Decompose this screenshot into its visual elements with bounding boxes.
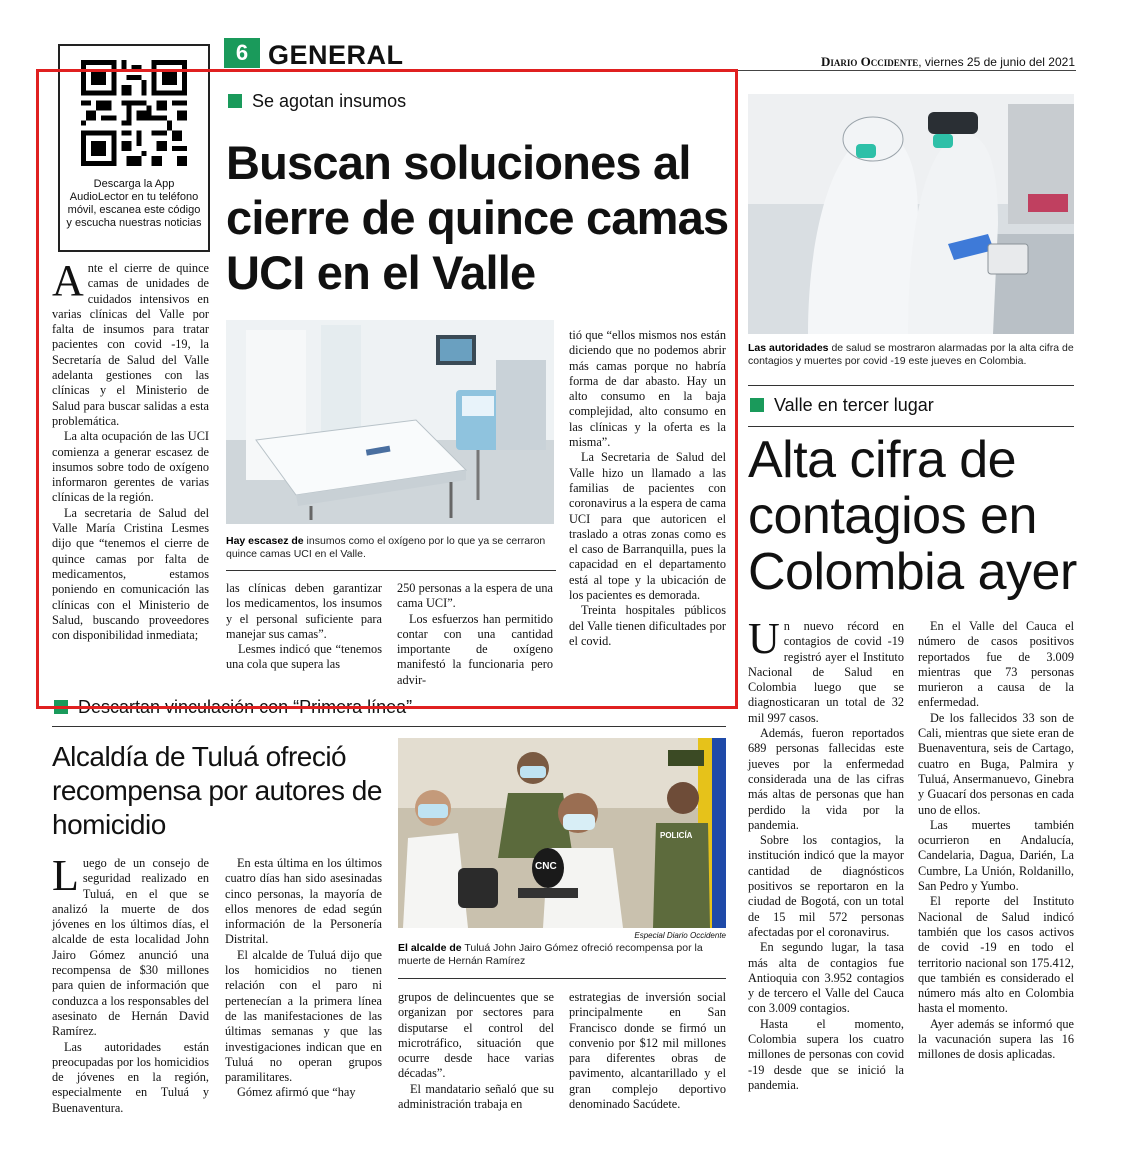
issue-date: , viernes 25 de junio del 2021 bbox=[918, 55, 1075, 69]
bottom-col1-p1: uego de un consejo de seguridad realizado en Tuluá, en el que se analizó la muerte de dos jóvenes en los últimos días, el alcalde de esta localidad John Jairo Gómez anunció una recompensa de $30 millones para quien de información que conduzca a los responsables del asesinato de Hernán David Ramírez. bbox=[52, 856, 209, 1039]
bottom-caption-text: Tuluá John Jairo Gómez ofreció recompensa por la muerte de Hernán Ramírez bbox=[398, 942, 703, 967]
section-title: GENERAL bbox=[268, 40, 404, 70]
bottom-col4-p1: estrategias de inversión social principalmente en San Francisco donde se firmó un convenio por $12 mil millones para diferentes obras de pavimento, alcantarillado y el gran complejo deportivo denominado Sacúdete. bbox=[569, 990, 726, 1112]
bottom-col1-p2: Las autoridades están preocupadas por los homicidios de jóvenes en la región, especialmente en Tuluá y Buenaventura. bbox=[52, 1039, 209, 1115]
qr-code-box bbox=[58, 44, 210, 252]
main-col3-p2: Los esfuerzos han permitido contar con una cantidad importante de oxígeno manifestó la funcionaria pero advir- bbox=[397, 611, 553, 687]
right-col1-p3: Sobre los contagios, la institución indicó que la mayor cantidad de diagnósticos positivos se reportaron en la ciudad de Bogotá, con un total de 15 mil 572 personas afectadas por el coronavirus. bbox=[748, 833, 904, 939]
right-headline: Alta cifra de contagios en Colombia ayer bbox=[748, 431, 1077, 601]
main-caption-rule bbox=[226, 570, 556, 571]
main-col1-p1: nte el cierre de quince camas de unidades de cuidados intensivos en varias clínicas del Valle por falta de insumos para tratar pacientes con covid -19, la Secretaría de Salud del Valle adelanta gestiones con las clínicas y el Ministerio de Salud para buscar salidas a esta problemática. bbox=[52, 261, 209, 428]
bottom-story-col-2 bbox=[225, 856, 382, 1101]
bottom-col3-p1: grupos de delincuentes que se organizan por sectores para disputarse el control del microtráfico, situación que ocurre desde hace varias décadas”. bbox=[398, 990, 554, 1081]
main-col4-p1: tió que “ellos mismos nos están diciendo que no podemos abrir más camas porque no habría forma de dar abasto. Hay un alto consumo en la baja complejidad, alto consumo en las clínicas y la oferta es la misma”. bbox=[569, 328, 726, 450]
right-dropcap: U bbox=[748, 614, 780, 663]
kicker-square-icon bbox=[750, 398, 764, 412]
bottom-headline: Alcaldía de Tuluá ofreció recompensa por autores de homicidio bbox=[52, 741, 382, 840]
right-col2-p4: El reporte del Instituto Nacional de Salud indicó también que los casos activos de covid -19 en todo el territorio nacional son 175.412, que también es considerado el número más alto en Colombia hasta el momento. bbox=[918, 894, 1074, 1016]
right-col1-p5: Hasta el momento, Colombia supera los cuatro millones de personas con covid -19 desde que se inició la pandemia. bbox=[748, 1016, 904, 1092]
main-col1-p3: La secretaria de Salud del Valle María Cristina Lesmes dijo que “tenemos el cierre de quince camas por falta de medicamentos, estamos poniendo en comunicación las clínicas con el Ministerio de Salud, buscando proveedores con disponibilidad inmediata; bbox=[52, 505, 209, 643]
bottom-caption-bold: El alcalde de bbox=[398, 942, 462, 954]
right-kicker-text: Valle en tercer lugar bbox=[774, 395, 934, 415]
right-photo-caption bbox=[748, 342, 1074, 367]
main-col4-p3: Treinta hospitales públicos del Valle tienen dificultades por el covid. bbox=[569, 603, 726, 648]
right-col2-p1: En el Valle del Cauca el número de casos positivos reportados fue de 3.009 mientras que 73 personas murieron a causa de la enfermedad. bbox=[918, 619, 1074, 710]
right-story-col-2 bbox=[918, 619, 1074, 1063]
main-caption-text: insumos como el oxígeno por lo que ya se cerraron quince camas UCI en el Valle. bbox=[226, 535, 546, 560]
mayor-press-photo bbox=[398, 738, 726, 928]
bottom-kicker-text: Descartan vinculación con “Primera línea” bbox=[78, 697, 413, 717]
lab-workers-photo bbox=[748, 94, 1074, 334]
uci-room-photo bbox=[226, 320, 554, 524]
bottom-story-col-3 bbox=[398, 990, 554, 1112]
right-col1-p1: n nuevo récord en contagios de covid -19 registró ayer el Instituto Nacional de Salud en Colombia luego que se diagnosticaran un total de 32 mil 997 casos. bbox=[748, 619, 904, 725]
right-kicker bbox=[750, 395, 934, 416]
main-story-col-3 bbox=[397, 581, 553, 688]
bottom-kicker-rule bbox=[52, 726, 726, 727]
main-caption-bold: Hay escasez de bbox=[226, 535, 304, 547]
right-col1-p2: Además, fueron reportados 689 personas fallecidas este jueves por la enfermedad considerada una de las cifras más altas de personas que han perdido la vida por la pandemia. bbox=[748, 726, 904, 832]
kicker-square-icon bbox=[228, 94, 242, 108]
kicker-square-icon bbox=[54, 700, 68, 714]
main-dropcap: A bbox=[52, 256, 84, 305]
bottom-kicker bbox=[54, 697, 412, 718]
qr-code-icon bbox=[81, 60, 187, 166]
newspaper-name: Diario Occidente bbox=[820, 54, 919, 69]
right-col2-p2: De los fallecidos 33 son de Cali, mientras que siete eran de Buenaventura, seis de Cartago, cuatro en Buga, Palmira y Tuluá, Ansermanuevo, Ginebra y Guacarí dos personas en cada uno de ellos. bbox=[918, 710, 1074, 817]
main-kicker bbox=[228, 91, 406, 112]
qr-caption: Descarga la App AudioLector en tu teléfono móvil, escanea este código y escucha nuestras noticias bbox=[66, 178, 202, 229]
masthead bbox=[821, 54, 1075, 70]
main-col4-p2: La Secretaria de Salud del Valle hizo un llamado a las familias de pacientes con coronavirus a la espera de cama UCI para que autoricen el traslado a otras zonas como es el caso de Barranquilla, pues la capacidad en el departamento está al tope y la ubicación de los pacientes es demorada. bbox=[569, 450, 726, 603]
right-caption-text: de salud se mostraron alarmadas por la alta cifra de contagios y muertes por covid -19 este jueves en Colombia. bbox=[748, 342, 1074, 367]
bottom-story-col-4 bbox=[569, 990, 726, 1112]
photo-credit: Especial Diario Occidente bbox=[634, 931, 726, 940]
right-col2-p5: Ayer además se informó que la vacunación supera las 16 millones de dosis aplicadas. bbox=[918, 1016, 1074, 1062]
bottom-col2-p1: En esta última en los últimos cuatro días han sido asesinadas cinco personas, la mayoría de ellos menores de edad según información de la Personería Distrital. bbox=[225, 856, 382, 947]
bottom-story-col-1 bbox=[52, 851, 209, 1116]
page-number: 6 bbox=[224, 38, 260, 68]
bottom-dropcap: L bbox=[52, 851, 79, 900]
main-story-col-2 bbox=[226, 581, 382, 673]
bottom-col2-p2: El alcalde de Tuluá dijo que los homicidios no tienen relación con el paro ni pertenecían a la primera línea de las manifestaciones de las últimas semanas y que las investigaciones indican que en Tuluá no operan grupos paramilitares. bbox=[225, 947, 382, 1085]
main-photo-caption bbox=[226, 535, 554, 560]
lab-workers-illustration bbox=[748, 94, 1074, 334]
cnc-mic-label: CNC bbox=[535, 861, 557, 872]
main-col1-p2: La alta ocupación de las UCI comienza a generar escasez de insumos sobre todo de oxígeno informaron gerentes de varias clínicas de la región. bbox=[52, 429, 209, 505]
right-kicker-rule bbox=[748, 426, 1074, 427]
hospital-bed-illustration bbox=[226, 320, 554, 524]
bottom-col2-p3: Gómez afirmó que “hay bbox=[237, 1085, 356, 1100]
main-col3-p1: 250 personas a la espera de una cama UCI”. bbox=[397, 581, 553, 611]
main-kicker-text: Se agotan insumos bbox=[252, 91, 407, 111]
main-col2-p1: las clínicas deben garantizar los medicamentos, los insumos y el personal suficiente para manejar sus camas”. bbox=[226, 581, 382, 641]
main-headline: Buscan soluciones al cierre de quince camas UCI en el Valle bbox=[226, 136, 729, 299]
right-story-col-1 bbox=[748, 614, 904, 1093]
right-col1-p4: En segundo lugar, la tasa más alta de contagios fue Antioquia con 3.952 contagios y de tercero el Valle del Cauca con 3.009 contagios. bbox=[748, 940, 904, 1016]
right-caption-rule bbox=[748, 385, 1074, 386]
right-caption-bold: Las autoridades bbox=[748, 342, 829, 354]
header-rule bbox=[224, 70, 1076, 71]
main-story-col-1 bbox=[52, 256, 209, 643]
main-col2-p2: Lesmes indicó que “tenemos una cola que supera las bbox=[226, 642, 382, 672]
policia-badge-label: POLICÍA bbox=[660, 831, 693, 840]
right-col2-p3: Las muertes también ocurrieron en Andalucía, Candelaria, Dagua, Darién, La Cumbre, La Unión, Roldanillo, San Pedro y Yumbo. bbox=[918, 817, 1074, 894]
bottom-col3-p2: El mandatario señaló que su administración trabaja en bbox=[398, 1081, 554, 1112]
bottom-caption-rule bbox=[398, 978, 726, 979]
bottom-photo-caption bbox=[398, 942, 726, 967]
main-story-col-4 bbox=[569, 328, 726, 649]
